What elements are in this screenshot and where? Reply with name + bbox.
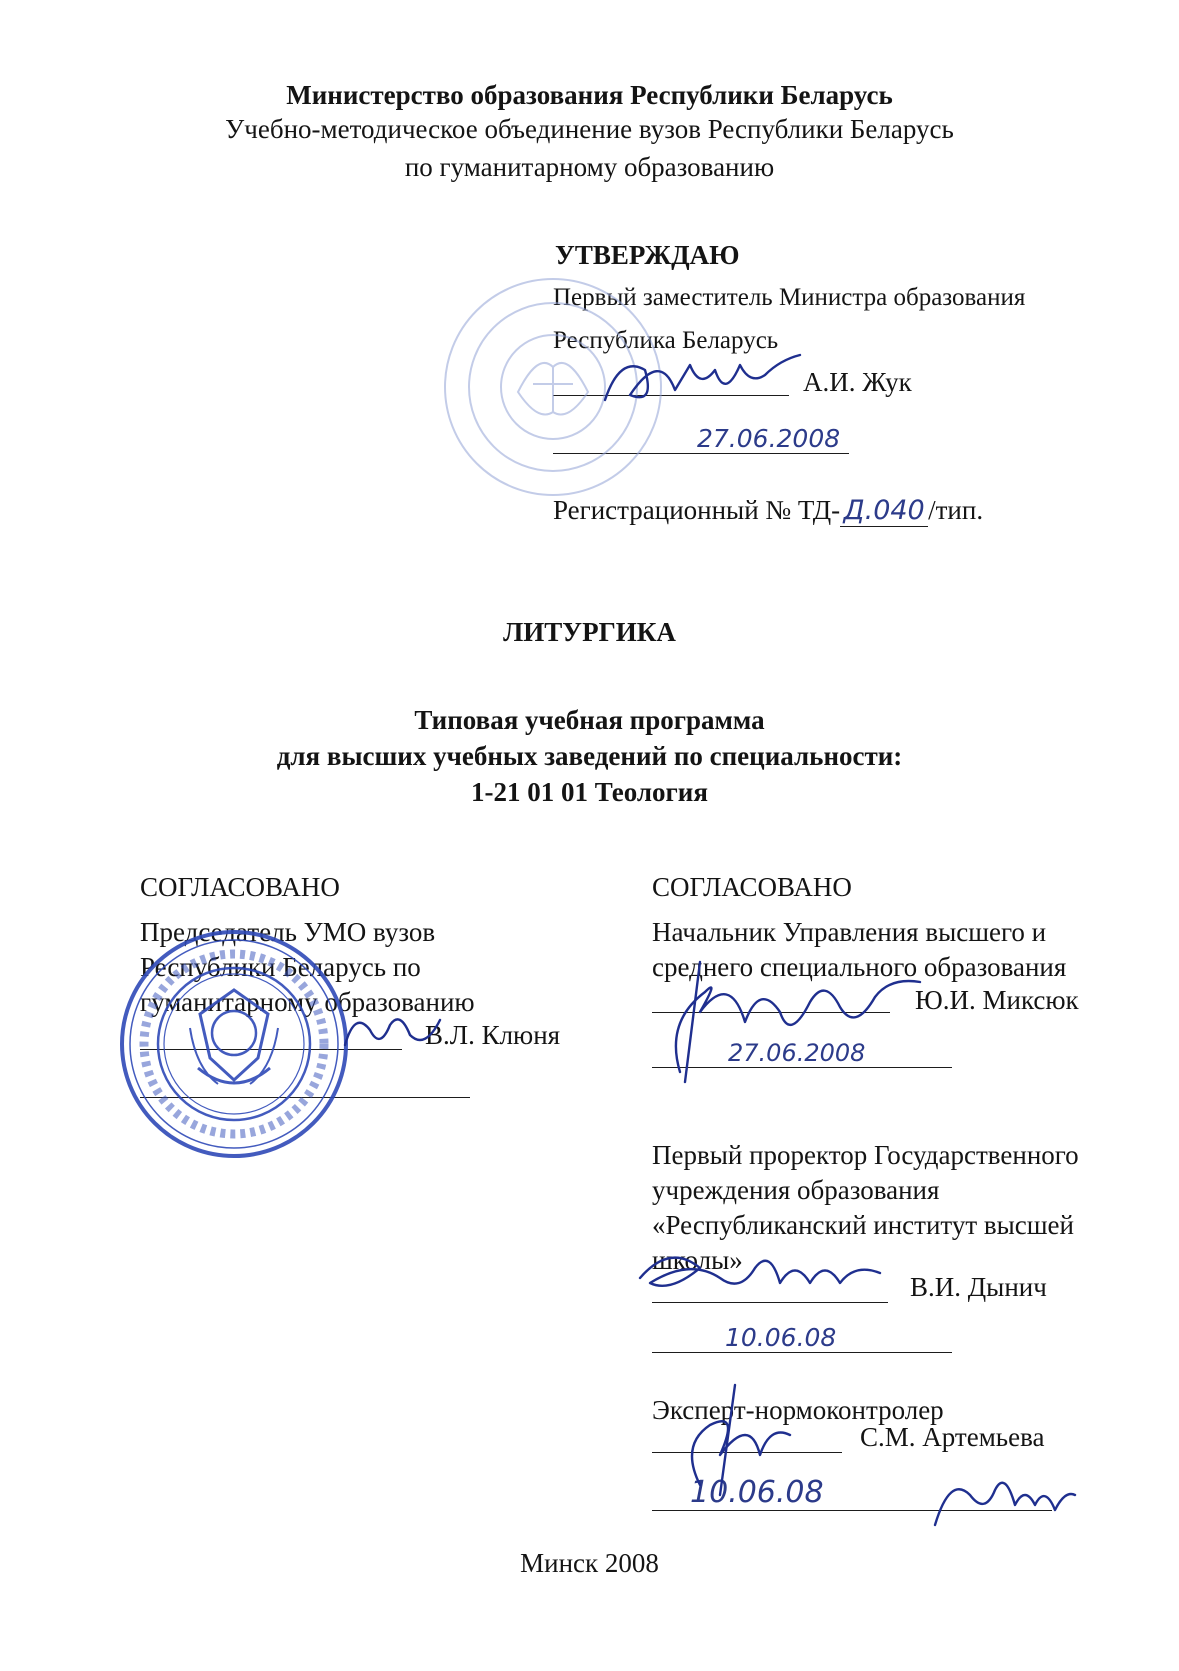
agreed-left-line2: Республики Беларусь по (140, 952, 421, 982)
agreed-right-title: СОГЛАСОВАНО (652, 872, 852, 902)
approval-position-line1: Первый заместитель Министра образования (553, 284, 1026, 311)
specialty: 1-21 01 01 Теология (471, 777, 708, 807)
agreed-left-title: СОГЛАСОВАНО (140, 872, 340, 902)
ministry-heading: Министерство образования Республики Беларусь (286, 80, 893, 110)
agreed-left-signatory: В.Л. Клюня (425, 1020, 561, 1050)
agreed-right-b3-date: 10.06.08 (690, 1475, 824, 1510)
agreed-right-b1-line2: среднего специального образования (652, 952, 1067, 982)
registration-prefix: Регистрационный № ТД- (553, 495, 841, 525)
discipline-title: ЛИТУРГИКА (503, 617, 676, 647)
agreed-right-b2-line3: «Республиканский институт высшей (652, 1210, 1074, 1240)
agreed-right-b2-line1: Первый проректор Государственного (652, 1140, 1079, 1170)
signature-miksyuk (640, 962, 940, 1082)
agreed-right-b2-signatory: В.И. Дынич (910, 1272, 1047, 1302)
agreed-right-b2-date: 10.06.08 (725, 1323, 837, 1352)
field-line: по гуманитарному образованию (404, 152, 775, 182)
agreed-left-line3: гуманитарному образованию (140, 987, 475, 1017)
registration-number: Д.040 (840, 495, 928, 527)
approval-title: УТВЕРЖДАЮ (555, 240, 740, 270)
registration-suffix: /тип. (928, 495, 984, 525)
signature-zhuk (600, 345, 820, 415)
agreed-right-b2-line2: учреждения образования (652, 1175, 940, 1205)
city-year: Минск 2008 (520, 1548, 659, 1578)
association-line: Учебно-методическое объединение вузов Республики Беларусь (225, 114, 954, 144)
agreed-right-b1-line1: Начальник Управления высшего и (652, 917, 1047, 947)
approval-position-line2: Республика Беларусь (553, 327, 779, 354)
signature-artemyeva (660, 1385, 800, 1495)
signature-klyunya (340, 1005, 450, 1060)
university-seal-graphic (118, 928, 350, 1160)
agreed-right-b2-line4: школы» (652, 1245, 743, 1275)
agreed-right-b1-signatory: Ю.И. Миксюк (915, 985, 1079, 1015)
agreed-right-b3-signatory: С.М. Артемьева (860, 1422, 1045, 1452)
program-type: Типовая учебная программа (414, 705, 765, 735)
approval-date: 27.06.2008 (697, 424, 841, 453)
agreed-right-b1-date: 27.06.2008 (728, 1039, 866, 1067)
agreed-right-b3-line1: Эксперт-нормоконтролер (652, 1395, 944, 1425)
agreed-left-line1: Председатель УМО вузов (140, 917, 436, 947)
signature-normocontrol (930, 1465, 1080, 1535)
program-for: для высших учебных заведений по специальности: (276, 741, 903, 771)
approval-signatory: А.И. Жук (803, 367, 912, 397)
signature-dynich (630, 1238, 890, 1308)
